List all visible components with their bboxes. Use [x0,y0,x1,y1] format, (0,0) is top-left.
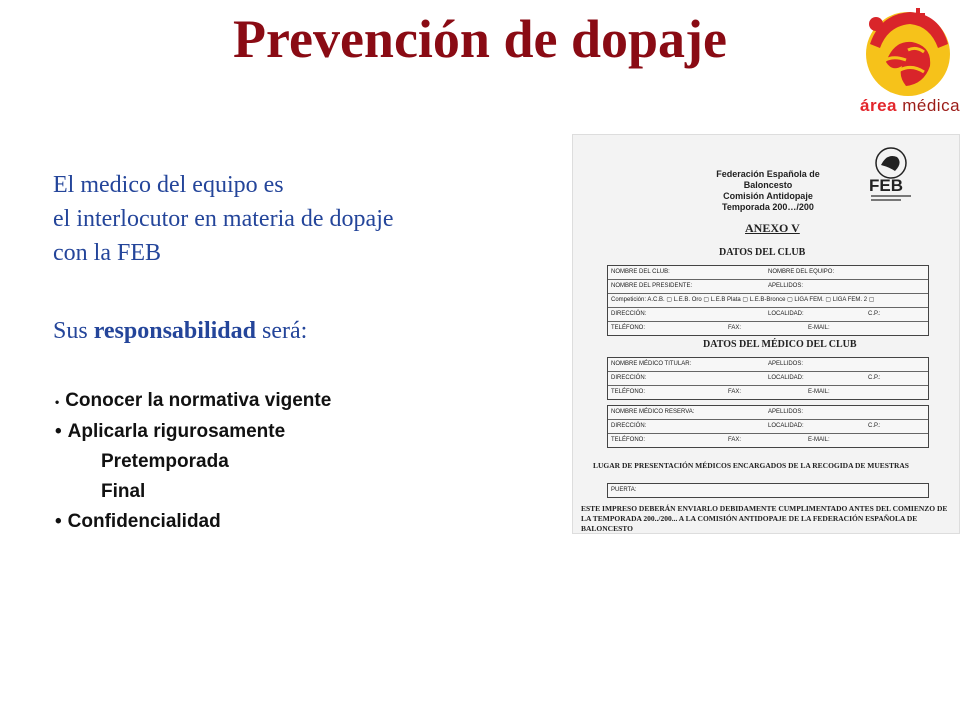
section-club: DATOS DEL CLUB [719,247,806,258]
puerta-table: PUERTA: [607,483,929,498]
section-location: LUGAR DE PRESENTACIÓN MÉDICOS ENCARGADOS DE LA RECOGIDA DE MUESTRAS [593,461,909,470]
form-footer: ESTE IMPRESO DEBERÁN ENVIARLO DEBIDAMENTE CUMPLIMENTADO ANTES DEL COMIENZO DE LA TEMPORADA 200../200... A LA COMISIÓN ANTIDOPAJE DE LA FEDERACIÓN ESPAÑOLA DE BALONCESTO [581,504,948,533]
list-subitem: Final [101,481,146,502]
section-medic: DATOS DEL MÉDICO DEL CLUB [703,339,857,350]
list-item: • Confidencialidad [55,511,221,532]
bullet-list [55,386,331,537]
annex-title: ANEXO V [745,221,800,235]
intro-line: el interlocutor en materia de dopaje [53,206,394,232]
slide-title: Prevención de dopaje [233,9,727,69]
medic-reserve-table: NOMBRE MÉDICO RESERVA: APELLIDOS: DIRECCIÓN: LOCALIDAD: C.P.: TELÉFONO: FAX: E-MAIL: [607,405,929,448]
responsibility-heading: Sus responsabilidad será: [53,318,308,344]
annex-form-image [572,134,960,534]
medic-titular-table: NOMBRE MÉDICO TITULAR: APELLIDOS: DIRECCIÓN: LOCALIDAD: C.P.: TELÉFONO: FAX: E-MAIL: [607,357,929,400]
list-item: • Aplicarla rigurosamente [55,421,286,442]
club-data-table: NOMBRE DEL CLUB: NOMBRE DEL EQUIPO: NOMBRE DEL PRESIDENTE: APELLIDOS: Competición: A.C.B. ▢ L.E.B. Oro ▢ L.E.B Plata ▢ L.E.B-Bronce ▢ LIGA FEM. ▢ LIGA FEM. 2 ▢ DIRECCIÓN: LOCALIDAD: C.P.: TELÉFONO: FAX: E-MAIL: [607,265,929,336]
logo-caption: área médica [860,96,960,115]
list-subitem: Pretemporada [101,451,229,472]
feb-logo-text: FEB [869,176,903,195]
intro-line: con la FEB [53,240,161,266]
intro-text [53,168,394,270]
form-header: Federación Española de Baloncesto Comisión Antidopaje Temporada 200…/200 [716,169,820,212]
intro-line: El medico del equipo es [53,172,284,198]
list-item: • Conocer la normativa vigente [55,390,332,411]
feb-logo [865,145,917,205]
